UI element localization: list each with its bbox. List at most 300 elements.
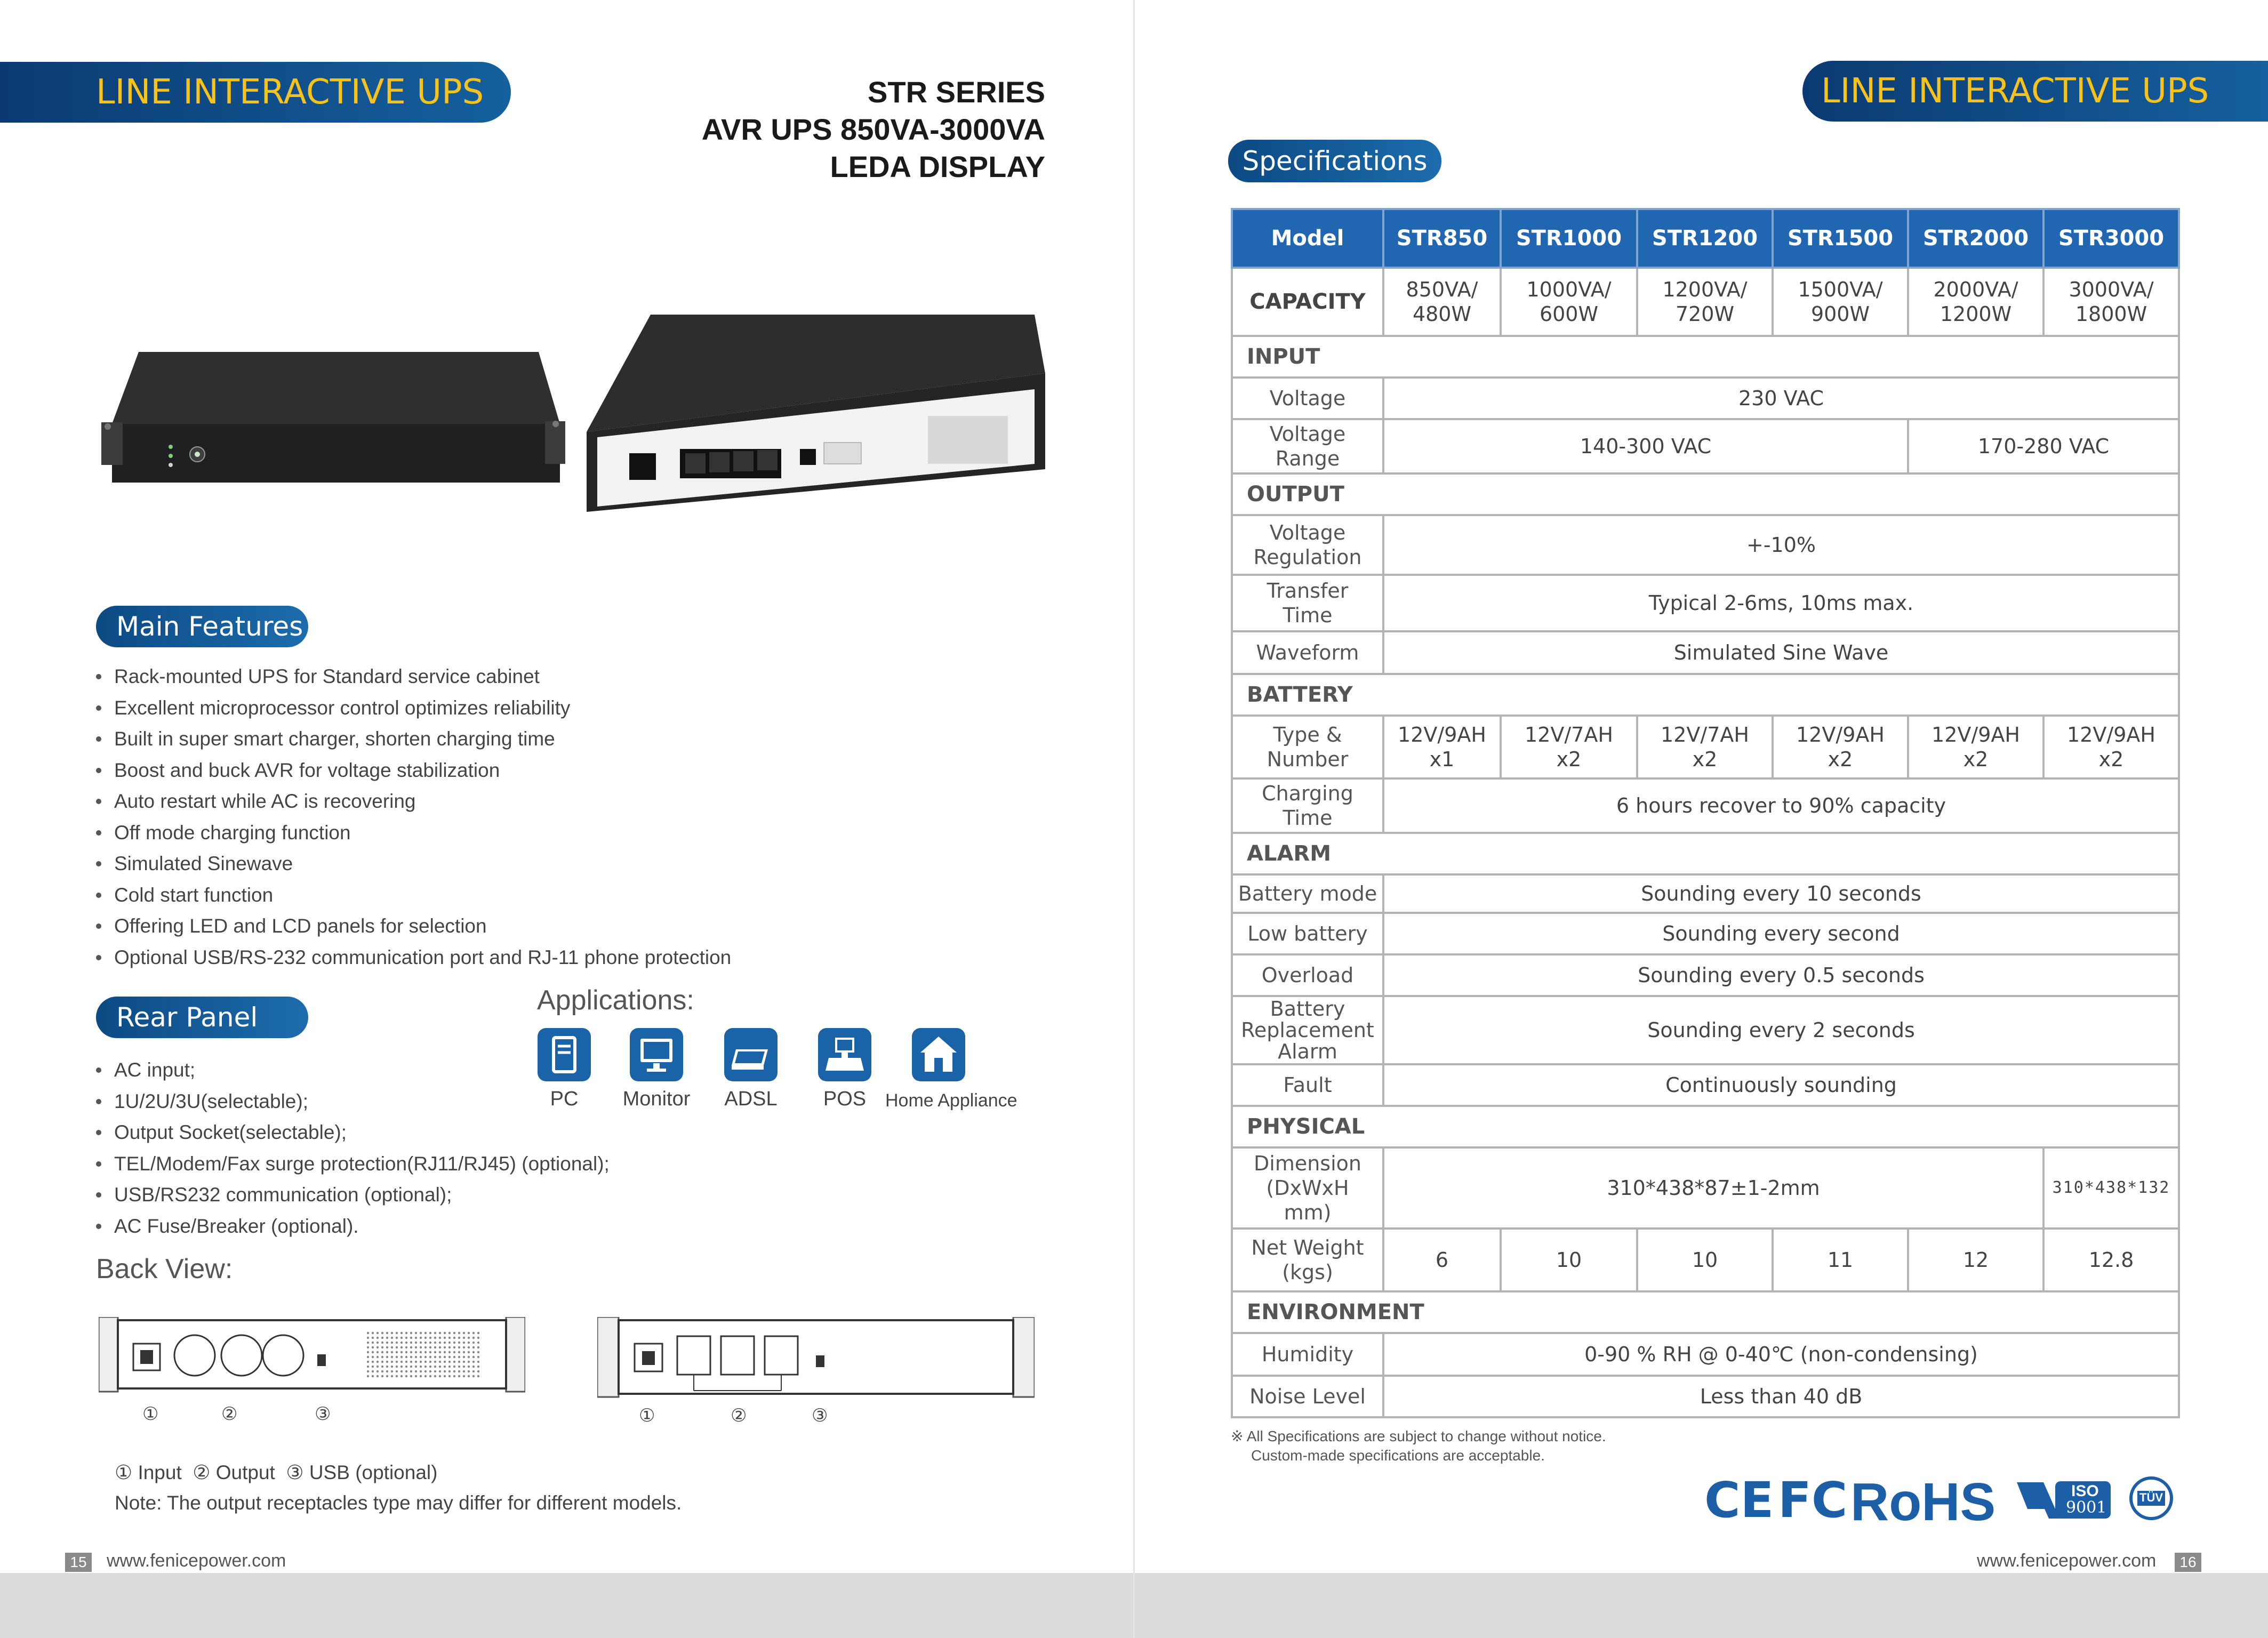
- series-title: STR SERIES: [868, 75, 1045, 109]
- ups-front-image: [101, 341, 565, 491]
- vent-dot: [400, 1361, 403, 1363]
- vent-dot: [429, 1337, 431, 1339]
- vent-dot: [458, 1366, 460, 1368]
- vent-dot: [367, 1366, 369, 1368]
- vent-dot: [463, 1361, 465, 1363]
- row-label: Net Weight (kgs): [1232, 1228, 1383, 1291]
- list-item: Cold start function: [96, 880, 731, 911]
- display-title: LEDA DISPLAY: [830, 150, 1045, 183]
- vent-dot: [448, 1366, 451, 1368]
- vent-dot: [376, 1375, 379, 1377]
- vent-dot: [376, 1366, 379, 1368]
- table-cell: 140-300 VAC: [1383, 419, 1908, 473]
- model-range-title: AVR UPS 850VA-3000VA: [701, 113, 1045, 146]
- vent-dot: [448, 1375, 451, 1377]
- back-view-note: Note: The output receptacles type may differ for different models.: [115, 1492, 682, 1514]
- footnote-line: Custom-made specifications are acceptable.: [1251, 1447, 1545, 1464]
- vent-dot: [410, 1356, 412, 1358]
- vent-dot: [434, 1375, 436, 1377]
- vent-dot: [434, 1366, 436, 1368]
- vent-dot: [468, 1332, 470, 1334]
- website-left: www.fenicepower.com: [107, 1551, 286, 1571]
- vent-dot: [468, 1342, 470, 1344]
- vent-dot: [372, 1366, 374, 1368]
- table-cell: Sounding every 2 seconds: [1383, 996, 2179, 1064]
- list-item: Excellent microprocessor control optimizes reliability: [96, 693, 731, 724]
- vent-dot: [372, 1375, 374, 1377]
- section-row: [1232, 473, 2179, 515]
- vent-dot: [415, 1342, 417, 1344]
- row-label: Dimension (DxWxH mm): [1232, 1147, 1383, 1228]
- vent-dot: [434, 1351, 436, 1353]
- vent-dot: [372, 1342, 374, 1344]
- table-header-row: [1232, 209, 2179, 268]
- table-row: [1232, 1228, 2179, 1291]
- row-label: Transfer Time: [1232, 575, 1383, 631]
- vent-dot: [444, 1361, 446, 1363]
- vent-dot: [420, 1366, 422, 1368]
- vent-dot: [448, 1346, 451, 1348]
- vent-dot: [463, 1332, 465, 1334]
- vent-dot: [410, 1366, 412, 1368]
- row-label: Voltage Range: [1232, 419, 1383, 473]
- vent-dot: [448, 1332, 451, 1334]
- table-cell: 11: [1773, 1228, 1908, 1291]
- vent-dot: [463, 1346, 465, 1348]
- vent-dot: [444, 1351, 446, 1353]
- vent-dot: [448, 1351, 451, 1353]
- vent-dot: [477, 1361, 479, 1363]
- vent-dot: [453, 1332, 455, 1334]
- section-label: ALARM: [1232, 833, 2179, 874]
- vent-dot: [400, 1366, 403, 1368]
- table-row: [1232, 378, 2179, 419]
- table-cell: 230 VAC: [1383, 378, 2179, 419]
- vent-dot: [386, 1351, 388, 1353]
- vent-dot: [468, 1370, 470, 1372]
- app-label-pc: PC: [550, 1088, 579, 1110]
- vent-dot: [458, 1346, 460, 1348]
- vent-dot: [405, 1370, 407, 1372]
- list-item: Built in super smart charger, shorten charging time: [96, 724, 731, 755]
- iso-text: ISO: [2071, 1482, 2099, 1500]
- section-row: [1232, 336, 2179, 378]
- vent-dot: [400, 1356, 403, 1358]
- vent-dot: [424, 1370, 427, 1372]
- table-row: [1232, 631, 2179, 674]
- section-label: OUTPUT: [1232, 473, 2179, 515]
- vent-dot: [424, 1337, 427, 1339]
- vent-dot: [472, 1361, 475, 1363]
- vent-dot: [420, 1337, 422, 1339]
- vent-dot: [400, 1370, 403, 1372]
- page-number-left: 15: [65, 1553, 92, 1572]
- vent-dot: [434, 1332, 436, 1334]
- spec-footnote: [1231, 1427, 1606, 1465]
- vent-dot: [410, 1375, 412, 1377]
- section-row: [1232, 1291, 2179, 1333]
- vent-dot: [463, 1375, 465, 1377]
- vent-dot: [396, 1356, 398, 1358]
- vent-dot: [458, 1356, 460, 1358]
- iso-9001-logo: [2017, 1477, 2113, 1522]
- table-cell: Sounding every second: [1383, 913, 2179, 954]
- vent-dot: [439, 1356, 441, 1358]
- adsl-modem-icon: [724, 1028, 778, 1081]
- back-view-diagram-2u: [99, 1317, 525, 1402]
- vent-dot: [424, 1346, 427, 1348]
- vent-dot: [410, 1342, 412, 1344]
- vent-dot: [472, 1375, 475, 1377]
- table-cell: 6 hours recover to 90% capacity: [1383, 778, 2179, 833]
- vent-dot: [477, 1332, 479, 1334]
- vent-dot: [448, 1370, 451, 1372]
- section-label: BATTERY: [1232, 674, 2179, 716]
- table-row: [1232, 1147, 2179, 1228]
- row-label: Humidity: [1232, 1333, 1383, 1376]
- table-cell: Less than 40 dB: [1383, 1376, 2179, 1417]
- vent-dot: [396, 1351, 398, 1353]
- vent-dot: [372, 1361, 374, 1363]
- vent-dot: [458, 1361, 460, 1363]
- vent-dot: [410, 1361, 412, 1363]
- vent-dot: [391, 1342, 393, 1344]
- vent-dot: [453, 1361, 455, 1363]
- vent-dot: [429, 1351, 431, 1353]
- vent-dot: [444, 1356, 446, 1358]
- row-label: Charging Time: [1232, 778, 1383, 833]
- monitor-icon: [630, 1028, 683, 1081]
- vent-dot: [367, 1337, 369, 1339]
- app-label-monitor: Monitor: [622, 1088, 691, 1110]
- vent-dot: [434, 1342, 436, 1344]
- vent-dot: [477, 1370, 479, 1372]
- vent-dot: [396, 1375, 398, 1377]
- vent-dot: [472, 1351, 475, 1353]
- table-cell: 12.8: [2043, 1228, 2179, 1291]
- list-item: Auto restart while AC is recovering: [96, 786, 731, 817]
- list-item: Optional USB/RS-232 communication port and RJ-11 phone protection: [96, 942, 731, 974]
- website-right: www.fenicepower.com: [1977, 1551, 2157, 1571]
- list-item: 1U/2U/3U(selectable);: [96, 1086, 610, 1118]
- vent-dot: [424, 1366, 427, 1368]
- vent-dot: [391, 1370, 393, 1372]
- table-cell: Continuously sounding: [1383, 1064, 2179, 1106]
- list-item: USB/RS232 communication (optional);: [96, 1179, 610, 1211]
- vent-dot: [463, 1370, 465, 1372]
- vent-dot: [376, 1342, 379, 1344]
- vent-dot: [434, 1337, 436, 1339]
- vent-dot: [367, 1346, 369, 1348]
- table-row: [1232, 954, 2179, 996]
- row-label: Low battery: [1232, 913, 1383, 954]
- vent-dot: [376, 1337, 379, 1339]
- vent-dot: [468, 1375, 470, 1377]
- vent-dot: [400, 1351, 403, 1353]
- row-label: Voltage: [1232, 378, 1383, 419]
- vent-dot: [391, 1375, 393, 1377]
- vent-dot: [420, 1375, 422, 1377]
- applications-heading: Applications:: [537, 985, 694, 1016]
- vent-dot: [415, 1332, 417, 1334]
- header-cell: Model: [1232, 209, 1383, 268]
- table-cell: 2000VA/ 1200W: [1908, 268, 2043, 336]
- rohs-mark: RoHS: [1850, 1472, 1996, 1532]
- vent-dot: [477, 1351, 479, 1353]
- vent-dot: [444, 1346, 446, 1348]
- vent-dot: [420, 1351, 422, 1353]
- vent-dot: [453, 1366, 455, 1368]
- table-cell: 10: [1637, 1228, 1773, 1291]
- table-cell: 310*438*132: [2043, 1147, 2179, 1228]
- vent-dot: [376, 1351, 379, 1353]
- vent-dot: [405, 1361, 407, 1363]
- list-item: AC input;: [96, 1055, 610, 1086]
- back-view-heading: Back View:: [96, 1254, 233, 1284]
- vent-dot: [453, 1370, 455, 1372]
- list-item: Simulated Sinewave: [96, 848, 731, 880]
- ups-rear-image: [587, 309, 1045, 512]
- table-row: [1232, 1064, 2179, 1106]
- table-cell: 12V/9AH x2: [1773, 716, 1908, 778]
- vent-dot: [420, 1332, 422, 1334]
- vent-dot: [429, 1346, 431, 1348]
- vent-dot: [468, 1346, 470, 1348]
- vent-dot: [410, 1351, 412, 1353]
- vent-dot: [396, 1370, 398, 1372]
- vent-dot: [386, 1332, 388, 1334]
- vent-dot: [386, 1346, 388, 1348]
- vent-dot: [444, 1366, 446, 1368]
- list-item: AC Fuse/Breaker (optional).: [96, 1211, 610, 1242]
- vent-dot: [420, 1342, 422, 1344]
- table-cell: Simulated Sine Wave: [1383, 631, 2179, 674]
- list-item: Output Socket(selectable);: [96, 1117, 610, 1149]
- list-item: Rack-mounted UPS for Standard service cabinet: [96, 661, 731, 693]
- app-label-adsl: ADSL: [724, 1088, 778, 1110]
- vent-dot: [458, 1370, 460, 1372]
- vent-dot: [376, 1370, 379, 1372]
- table-cell: 12V/9AH x2: [2043, 716, 2179, 778]
- vent-dot: [458, 1332, 460, 1334]
- header-cell: STR1500: [1773, 209, 1908, 268]
- header-cell: STR1200: [1637, 209, 1773, 268]
- main-features-list: [96, 661, 731, 973]
- vent-dot: [405, 1351, 407, 1353]
- vent-dot: [444, 1337, 446, 1339]
- rear-panel-list: [96, 1055, 610, 1242]
- table-row: [1232, 1333, 2179, 1376]
- vent-dot: [405, 1346, 407, 1348]
- page-spine: [1133, 0, 1135, 1638]
- vent-dot: [400, 1332, 403, 1334]
- row-label: Fault: [1232, 1064, 1383, 1106]
- vent-dot: [391, 1337, 393, 1339]
- table-row: [1232, 778, 2179, 833]
- header-cell: STR3000: [2043, 209, 2179, 268]
- vent-dot: [439, 1351, 441, 1353]
- table-cell: 1000VA/ 600W: [1501, 268, 1637, 336]
- vent-dot: [477, 1356, 479, 1358]
- vent-dot: [468, 1337, 470, 1339]
- pos-terminal-icon: [818, 1028, 871, 1081]
- table-cell: 1500VA/ 900W: [1773, 268, 1908, 336]
- vent-dot: [396, 1337, 398, 1339]
- vent-dot: [405, 1332, 407, 1334]
- vent-dot: [376, 1332, 379, 1334]
- vent-dot: [391, 1351, 393, 1353]
- vent-dot: [376, 1361, 379, 1363]
- vent-dot: [372, 1332, 374, 1334]
- vent-dot: [424, 1361, 427, 1363]
- vent-dot: [381, 1342, 383, 1344]
- vent-dot: [372, 1370, 374, 1372]
- vent-dot: [439, 1366, 441, 1368]
- vent-dot: [376, 1356, 379, 1358]
- header-cell: STR850: [1383, 209, 1501, 268]
- vent-dot: [372, 1356, 374, 1358]
- spec-table: [1231, 208, 2180, 1418]
- table-cell: 12V/7AH x2: [1501, 716, 1637, 778]
- vent-dot: [448, 1361, 451, 1363]
- vent-dot: [367, 1370, 369, 1372]
- left-banner: LINE INTERACTIVE UPS: [0, 62, 511, 123]
- list-item: Offering LED and LCD panels for selection: [96, 911, 731, 942]
- vent-dot: [381, 1375, 383, 1377]
- vent-dot: [424, 1356, 427, 1358]
- table-cell: Sounding every 0.5 seconds: [1383, 954, 2179, 996]
- vent-dot: [429, 1370, 431, 1372]
- vent-dot: [439, 1342, 441, 1344]
- vent-dot: [439, 1346, 441, 1348]
- vent-dot: [448, 1342, 451, 1344]
- vent-dot: [439, 1332, 441, 1334]
- table-cell: +-10%: [1383, 515, 2179, 575]
- vent-dot: [415, 1351, 417, 1353]
- vent-dot: [420, 1356, 422, 1358]
- rear-panel-heading: Rear Panel: [96, 997, 308, 1038]
- tuv-logo: [2129, 1476, 2174, 1521]
- table-row: [1232, 268, 2179, 336]
- vent-dot: [458, 1342, 460, 1344]
- table-cell: 310*438*87±1-2mm: [1383, 1147, 2043, 1228]
- vent-dot: [415, 1337, 417, 1339]
- vent-dot: [472, 1366, 475, 1368]
- right-banner: LINE INTERACTIVE UPS: [1802, 61, 2268, 122]
- table-cell: 1200VA/ 720W: [1637, 268, 1773, 336]
- table-cell: 12V/7AH x2: [1637, 716, 1773, 778]
- vent-dot: [396, 1346, 398, 1348]
- vent-dot: [453, 1375, 455, 1377]
- vent-dot: [453, 1337, 455, 1339]
- vent-dot: [396, 1342, 398, 1344]
- pc-tower-icon: [538, 1028, 591, 1081]
- vent-dot: [424, 1332, 427, 1334]
- fcc-mark: FC: [1778, 1472, 1848, 1529]
- vent-dot: [415, 1346, 417, 1348]
- app-label-home-appliance: Home Appliance: [885, 1090, 1017, 1111]
- vent-dot: [367, 1375, 369, 1377]
- vent-dot: [400, 1375, 403, 1377]
- table-cell: 10: [1501, 1228, 1637, 1291]
- row-label: Overload: [1232, 954, 1383, 996]
- vent-dot: [434, 1346, 436, 1348]
- section-row: [1232, 674, 2179, 716]
- vent-dot: [468, 1361, 470, 1363]
- vent-dot: [381, 1361, 383, 1363]
- vent-dot: [477, 1346, 479, 1348]
- vent-dot: [381, 1346, 383, 1348]
- vent-dot: [463, 1342, 465, 1344]
- vent-dot: [458, 1337, 460, 1339]
- callout-3-b: ③: [812, 1406, 828, 1426]
- vent-dot: [367, 1356, 369, 1358]
- vent-dot: [463, 1356, 465, 1358]
- vent-dot: [396, 1366, 398, 1368]
- vent-dot: [372, 1346, 374, 1348]
- vent-dot: [367, 1351, 369, 1353]
- vent-dot: [367, 1361, 369, 1363]
- table-cell: 0-90 % RH @ 0-40℃ (non-condensing): [1383, 1333, 2179, 1376]
- table-row: [1232, 913, 2179, 954]
- vent-dot: [463, 1351, 465, 1353]
- vent-dot: [391, 1356, 393, 1358]
- vent-dot: [472, 1342, 475, 1344]
- vent-dot: [367, 1332, 369, 1334]
- vent-dot: [434, 1370, 436, 1372]
- vent-dot: [386, 1361, 388, 1363]
- vent-dot: [424, 1342, 427, 1344]
- vent-dot: [434, 1356, 436, 1358]
- vent-dot: [448, 1356, 451, 1358]
- vent-dot: [386, 1366, 388, 1368]
- footnote-line: ※ All Specifications are subject to change without notice.: [1231, 1428, 1606, 1444]
- vent-dot: [472, 1332, 475, 1334]
- vent-dot: [372, 1337, 374, 1339]
- vent-dot: [424, 1351, 427, 1353]
- specifications-heading: Specifications: [1228, 140, 1441, 182]
- table-row: [1232, 1376, 2179, 1417]
- vent-dot: [391, 1332, 393, 1334]
- header-cell: STR1000: [1501, 209, 1637, 268]
- table-cell: 170-280 VAC: [1908, 419, 2179, 473]
- vent-dot: [434, 1361, 436, 1363]
- table-row: [1232, 575, 2179, 631]
- vent-dot: [376, 1346, 379, 1348]
- app-label-pos: POS: [823, 1088, 867, 1110]
- vent-dot: [372, 1351, 374, 1353]
- vent-dot: [444, 1375, 446, 1377]
- table-row: [1232, 716, 2179, 778]
- vent-dot: [444, 1370, 446, 1372]
- header-cell: STR2000: [1908, 209, 2043, 268]
- vent-dot: [439, 1375, 441, 1377]
- table-cell: Sounding every 10 seconds: [1383, 874, 2179, 913]
- callout-1-b: ①: [639, 1406, 655, 1426]
- vent-dot: [420, 1346, 422, 1348]
- row-label: Voltage Regulation: [1232, 515, 1383, 575]
- vent-dot: [468, 1366, 470, 1368]
- vent-dot: [429, 1375, 431, 1377]
- vent-dot: [439, 1361, 441, 1363]
- main-features-heading: Main Features: [96, 606, 308, 647]
- vent-dot: [386, 1370, 388, 1372]
- vent-dot: [453, 1346, 455, 1348]
- vent-dot: [477, 1375, 479, 1377]
- vent-dot: [415, 1361, 417, 1363]
- back-view-legend: ① Input ② Output ③ USB (optional): [115, 1462, 438, 1483]
- vent-dot: [429, 1342, 431, 1344]
